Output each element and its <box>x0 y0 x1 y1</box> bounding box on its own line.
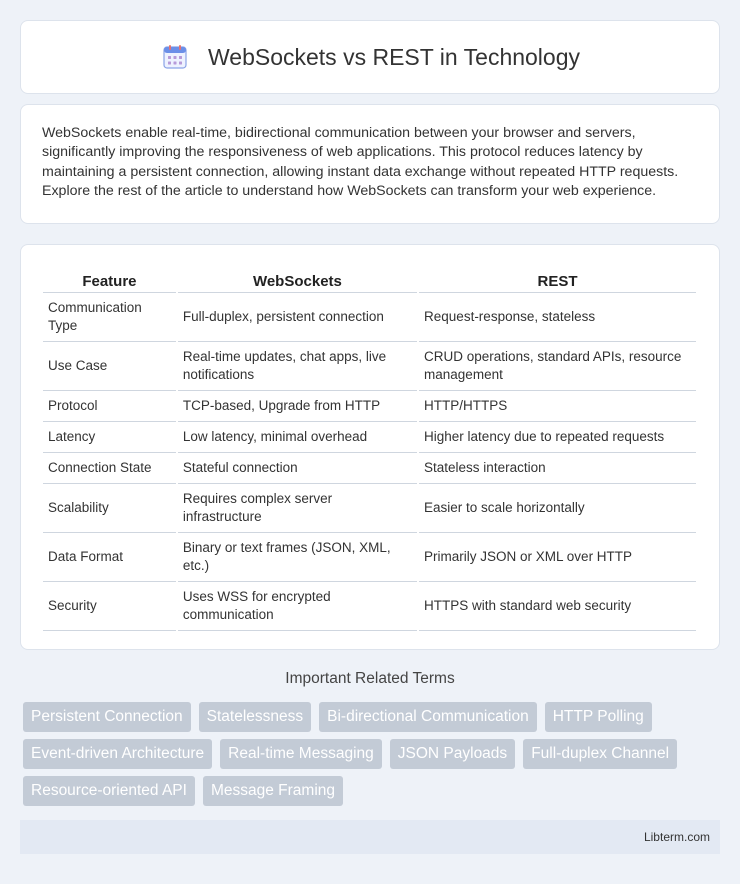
related-term-tag[interactable]: Persistent Connection <box>23 702 191 732</box>
cell-feature: Security <box>43 582 176 631</box>
cell-feature: Connection State <box>43 453 176 484</box>
cell-websockets: Stateful connection <box>178 453 417 484</box>
related-term-tag[interactable]: Message Framing <box>203 776 343 806</box>
cell-rest: HTTP/HTTPS <box>419 391 696 422</box>
cell-websockets: Requires complex server infrastructure <box>178 484 417 533</box>
table-row <box>43 453 696 484</box>
table-row <box>43 293 696 342</box>
cell-rest: HTTPS with standard web security <box>419 582 696 631</box>
calendar-icon <box>160 42 190 72</box>
page-title: WebSockets vs REST in Technology <box>207 43 581 70</box>
table-row <box>43 582 696 631</box>
footer <box>20 820 720 854</box>
table-row <box>43 391 696 422</box>
cell-rest: Request-response, stateless <box>419 293 696 342</box>
related-term-tag[interactable]: Statelessness <box>199 702 312 732</box>
related-term-tag[interactable]: Resource-oriented API <box>23 776 195 806</box>
intro-card <box>20 104 720 224</box>
related-term-tag[interactable]: Full-duplex Channel <box>523 739 677 769</box>
cell-websockets: Uses WSS for encrypted communication <box>178 582 417 631</box>
cell-websockets: Full-duplex, persistent connection <box>178 293 417 342</box>
cell-feature: Communication Type <box>43 293 176 342</box>
comparison-table <box>41 265 698 631</box>
table-row <box>43 342 696 391</box>
cell-rest: Stateless interaction <box>419 453 696 484</box>
header-websockets: WebSockets <box>178 265 417 293</box>
cell-feature: Latency <box>43 422 176 453</box>
header-card <box>20 20 720 94</box>
cell-feature: Protocol <box>43 391 176 422</box>
cell-websockets: Real-time updates, chat apps, live notifications <box>178 342 417 391</box>
related-term-tag[interactable]: JSON Payloads <box>390 739 515 769</box>
cell-feature: Use Case <box>43 342 176 391</box>
header-rest: REST <box>419 265 696 293</box>
related-term-tag[interactable]: Event-driven Architecture <box>23 739 212 769</box>
related-term-tag[interactable]: Bi-directional Communication <box>319 702 537 732</box>
table-row <box>43 533 696 582</box>
cell-rest: Easier to scale horizontally <box>419 484 696 533</box>
cell-websockets: TCP-based, Upgrade from HTTP <box>178 391 417 422</box>
header-feature: Feature <box>43 265 176 293</box>
cell-rest: Primarily JSON or XML over HTTP <box>419 533 696 582</box>
cell-websockets: Binary or text frames (JSON, XML, etc.) <box>178 533 417 582</box>
cell-rest: CRUD operations, standard APIs, resource management <box>419 342 696 391</box>
cell-rest: Higher latency due to repeated requests <box>419 422 696 453</box>
cell-feature: Scalability <box>43 484 176 533</box>
table-row <box>43 484 696 533</box>
cell-websockets: Low latency, minimal overhead <box>178 422 417 453</box>
intro-paragraph: WebSockets enable real-time, bidirectional communication between your browser and servers, significantly improving the responsiveness of web applications. This protocol reduces latency by maintaining a persistent connection, allowing instant data exchange without repeated HTTP requests. Explore the rest of the article to understand how WebSockets can transform your web experience. <box>42 125 679 200</box>
related-term-tag[interactable]: HTTP Polling <box>545 702 652 732</box>
related-term-tag[interactable]: Real-time Messaging <box>220 739 382 769</box>
table-header-row <box>43 265 696 293</box>
comparison-table-card <box>20 244 720 650</box>
footer-site-link[interactable]: Libterm.com <box>643 830 710 844</box>
table-row <box>43 422 696 453</box>
related-terms-list <box>23 702 703 806</box>
cell-feature: Data Format <box>43 533 176 582</box>
related-terms-title: Important Related Terms <box>285 670 455 687</box>
